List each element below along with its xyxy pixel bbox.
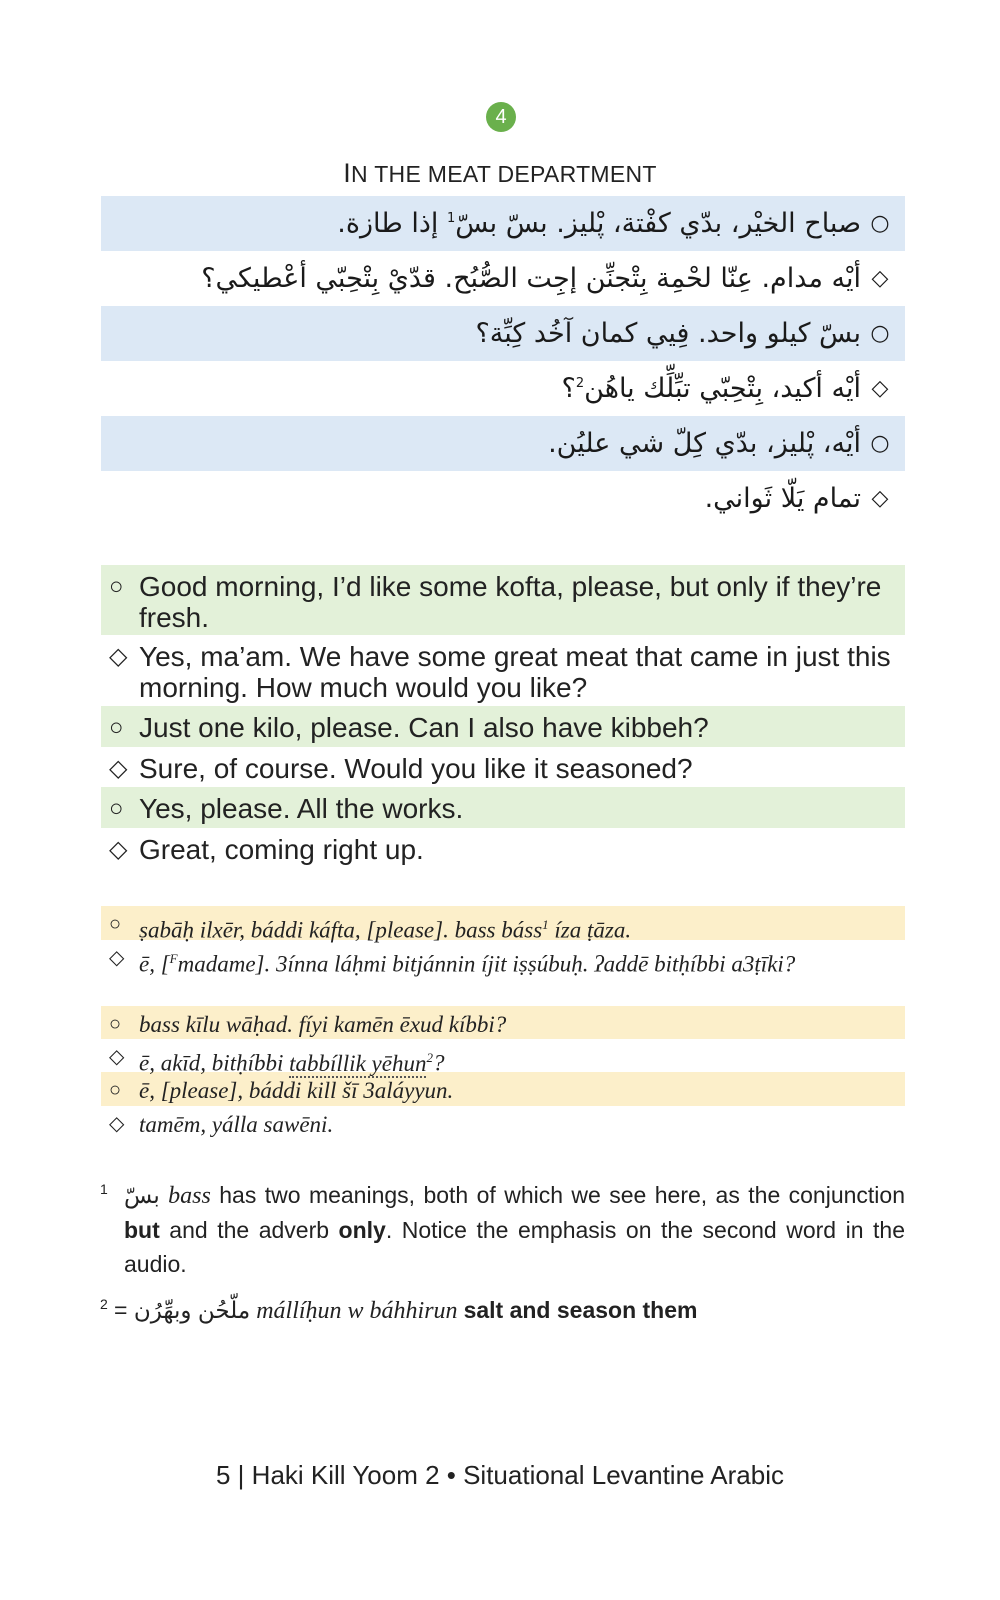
translit-line: ○ ṣabāḥ ilxēr, báddi káfta, [please]. bass báss$^1$ íza ṭāza. — [101, 906, 905, 940]
translit-line: ◇ ē, [$^F$madame]. 3ínna láḥmi bitjánnin íjit iṣṣúbuḥ. ʔaddē bitḥíbbi a3ṭīki? — [109, 947, 796, 977]
english-line: ○ Yes, please. All the works. — [101, 787, 905, 828]
english-dialogue — [101, 565, 905, 869]
lesson-number-badge: 4 — [486, 102, 516, 132]
page-footer: 5 | Haki Kill Yoom 2 • Situational Levantine Arabic — [216, 1460, 784, 1490]
english-line: ○ Good morning, I’d like some kofta, please, but only if they’re fresh. — [101, 565, 905, 635]
lesson-title: IN THE MEAT DEPARTMENT — [343, 158, 657, 188]
translit-line: ○ ē, [please], báddi kill šī 3aláyyun. — [101, 1072, 905, 1106]
arabic-line: ◇ تمام يَلّا ثَواني. — [704, 483, 889, 514]
arabic-line: ◇ أيْه أكيد، بِتْحِبّي تبِّلِّك ياهُن$^2$؟ — [561, 373, 889, 404]
translit-line: ○ bass kīlu wāḥad. fíyi kamēn ēxud kíbbi? — [101, 1006, 905, 1039]
arabic-line: ○ أيْه، پْليز، بدّي كِلّ شي عليُن. — [101, 416, 905, 471]
transliteration — [101, 906, 905, 1140]
footnote-1: 1 بسّ bass has two meanings, both of which we see here, as the conjunction but and the adverb only. Notice the emphasis on the second word in the audio. — [100, 1181, 906, 1277]
arabic-dialogue — [101, 196, 905, 526]
english-line: ◇ Sure, of course. Would you like it seasoned? — [109, 753, 693, 784]
arabic-line: ○ صباح الخيْر، بدّي كفْتة، پْليز. بسّ بسّ$^1$ إذا طازة. — [101, 196, 905, 251]
english-line: ◇ Great, coming right up. — [109, 834, 424, 865]
english-line: ○ Just one kilo, please. Can I also have kibbeh? — [101, 706, 905, 747]
footnote-2: 2 = ملّحُن وبهِّرُن mállíḥun w báhhirun salt and season them — [100, 1296, 698, 1324]
arabic-line: ◇ أيْه مدام. عِنّا لحْمِة بِتْجنِّن إجِت الصُّبُح. قدّيْ بِتْحِبّي أعْطيكي؟ — [201, 263, 889, 294]
english-line: ◇ Yes, ma’am. We have some great meat that came in just this morning. How much would you like? — [109, 641, 891, 703]
translit-line: ◇ ē, akīd, bitḥíbbi tabbíllik yēhun$^2$? — [109, 1046, 445, 1076]
arabic-line: ○ بسّ كيلو واحد. فِيي كمان آخُد كِبِّة؟ — [101, 306, 905, 361]
translit-line: ◇ tamēm, yálla sawēni. — [109, 1112, 334, 1137]
